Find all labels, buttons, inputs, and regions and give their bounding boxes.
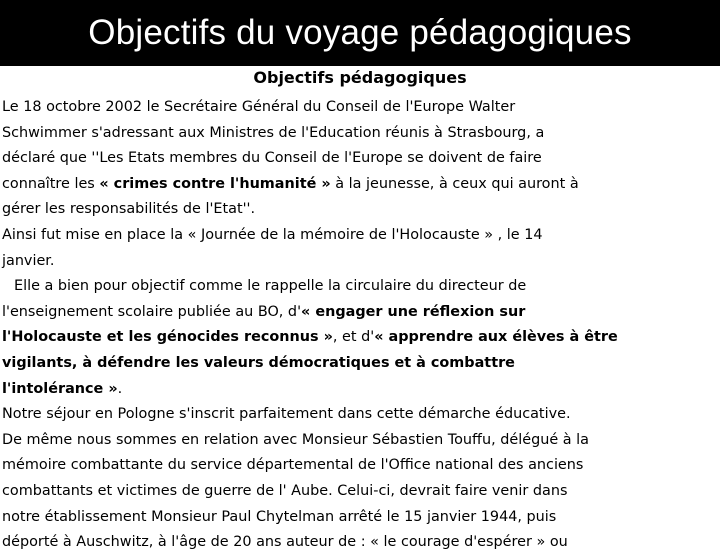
text-line: janvier. — [2, 252, 55, 269]
text-segment: , et d' — [332, 329, 375, 346]
emphasis-text: l'intolérance » — [2, 380, 118, 397]
text-line: gérer les responsabilités de l'Etat''. — [2, 201, 256, 218]
text-line: mémoire combattante du service départemental de l'Office national des anciens — [2, 457, 584, 474]
emphasis-text: « engager une réflexion sur — [301, 303, 526, 320]
text-line — [0, 377, 720, 403]
text-line: Schwimmer s'adressant aux Ministres de l'Education réunis à Strasbourg, a — [2, 124, 545, 141]
text-line: déclaré que ''Les Etats membres du Conseil de l'Europe se doivent de faire — [2, 150, 542, 167]
text-segment: connaître les — [2, 175, 100, 192]
text-segment: l'enseignement scolaire publiée au BO, d' — [2, 303, 302, 320]
text-line: combattants et victimes de guerre de l' Aube. Celui-ci, devrait faire venir dans — [2, 482, 568, 499]
text-line — [0, 351, 720, 377]
text-line: Elle a bien pour objectif comme le rappelle la circulaire du directeur de — [14, 278, 527, 295]
text-line — [0, 300, 720, 326]
text-line — [0, 172, 720, 198]
text-line: Notre séjour en Pologne s'inscrit parfaitement dans cette démarche éducative. — [2, 406, 571, 423]
text-line: De même nous sommes en relation avec Monsieur Sébastien Touffu, délégué à la — [2, 431, 589, 448]
text-line: notre établissement Monsieur Paul Chytelman arrêté le 15 janvier 1944, puis — [2, 508, 557, 525]
section-heading: Objectifs pédagogiques — [253, 68, 467, 87]
text-line: Le 18 octobre 2002 le Secrétaire Général du Conseil de l'Europe Walter — [2, 99, 516, 115]
text-line: déporté à Auschwitz, à l'âge de 20 ans auteur de : « le courage d'espérer » ou — [2, 534, 568, 551]
emphasis-text: vigilants, à défendre les valeurs démocratiques et à combattre — [2, 354, 515, 371]
slide-title: Objectifs du voyage pédagogiques — [0, 0, 720, 66]
emphasis-text: « apprendre aux élèves à être — [374, 329, 618, 346]
text-line — [0, 325, 720, 351]
text-line: Ainsi fut mise en place la « Journée de la mémoire de l'Holocauste » , le 14 — [2, 226, 543, 243]
emphasis-text: l'Holocauste et les génocides reconnus » — [2, 329, 333, 346]
text-segment: . — [117, 380, 123, 397]
document-body — [0, 66, 720, 551]
emphasis-text: « crimes contre l'humanité » — [99, 175, 331, 192]
text-segment: à la jeunesse, à ceux qui auront à — [330, 175, 579, 192]
